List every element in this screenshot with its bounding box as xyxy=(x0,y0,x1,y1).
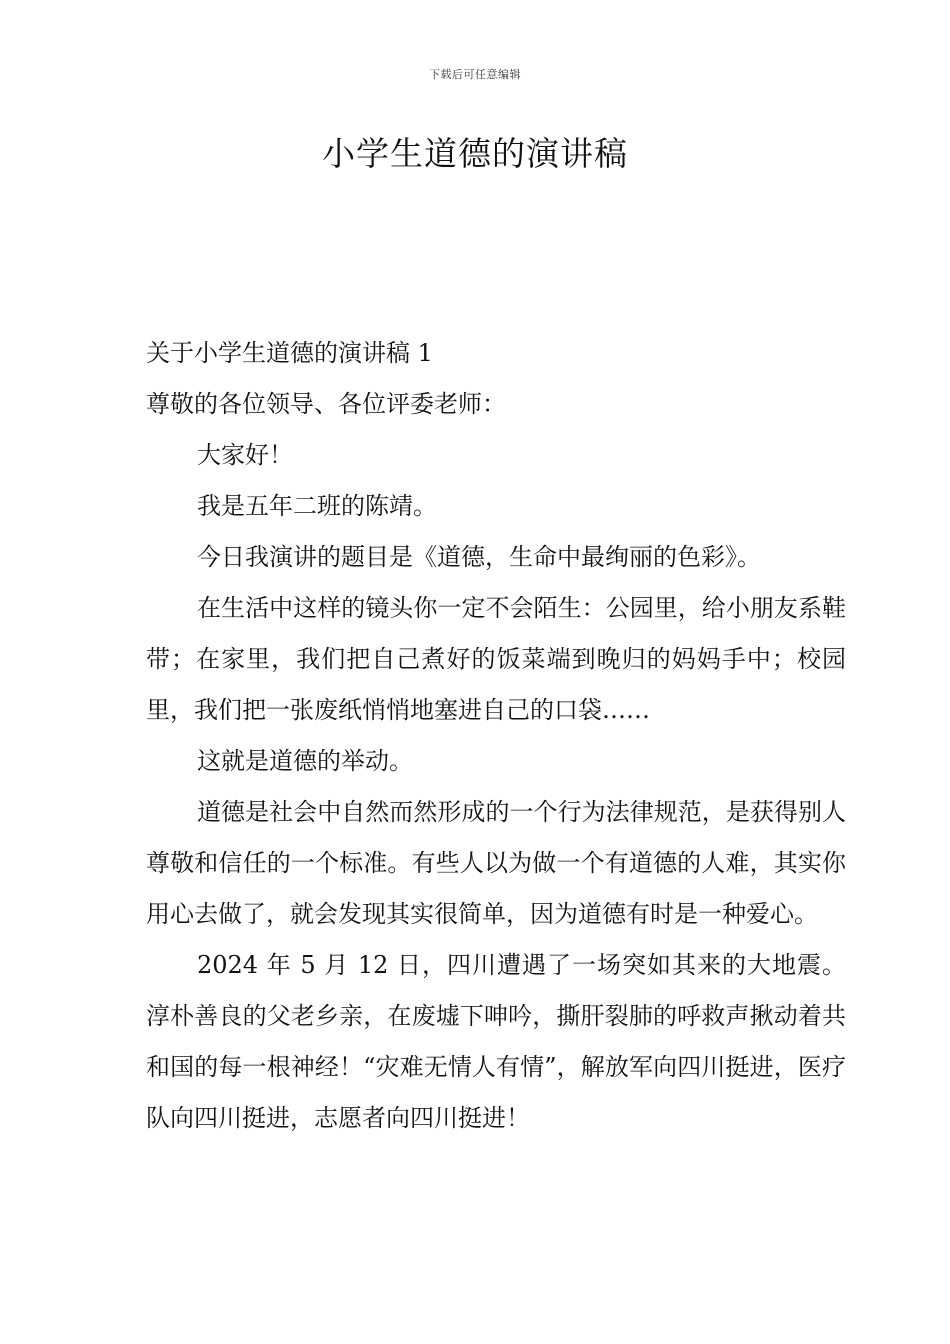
salutation: 尊敬的各位领导、各位评委老师： xyxy=(146,390,506,418)
document-title: 小学生道德的演讲稿 xyxy=(322,134,628,173)
speech-heading: 关于小学生道德的演讲稿 1 xyxy=(146,339,433,367)
paragraph: 我是五年二班的陈靖。 xyxy=(197,492,437,520)
paragraph: 这就是道德的举动。 xyxy=(197,747,413,775)
document-body xyxy=(146,328,846,1144)
header-note: 下载后可任意编辑 xyxy=(429,68,521,81)
paragraph: 在生活中这样的镜头你一定不会陌生：公园里，给小朋友系鞋带；在家里，我们把自己煮好的饭菜端到晚归的妈妈手中；校园里，我们把一张废纸悄悄地塞进自己的口袋…… xyxy=(146,594,846,724)
paragraph: 大家好！ xyxy=(197,441,293,469)
paragraph: 2024 年 5 月 12 日，四川遭遇了一场突如其来的大地震。淳朴善良的父老乡亲，在废墟下呻吟，撕肝裂肺的呼救声揪动着共和国的每一根神经！“灾难无情人有情”，解放军向四川挺进，医疗队向四川挺进，志愿者向四川挺进！ xyxy=(146,951,846,1132)
paragraph: 道德是社会中自然而然形成的一个行为法律规范，是获得别人尊敬和信任的一个标准。有些人以为做一个有道德的人难，其实你用心去做了，就会发现其实很简单，因为道德有时是一种爱心。 xyxy=(146,798,846,928)
paragraph: 今日我演讲的题目是《道德，生命中最绚丽的色彩》。 xyxy=(197,543,761,571)
